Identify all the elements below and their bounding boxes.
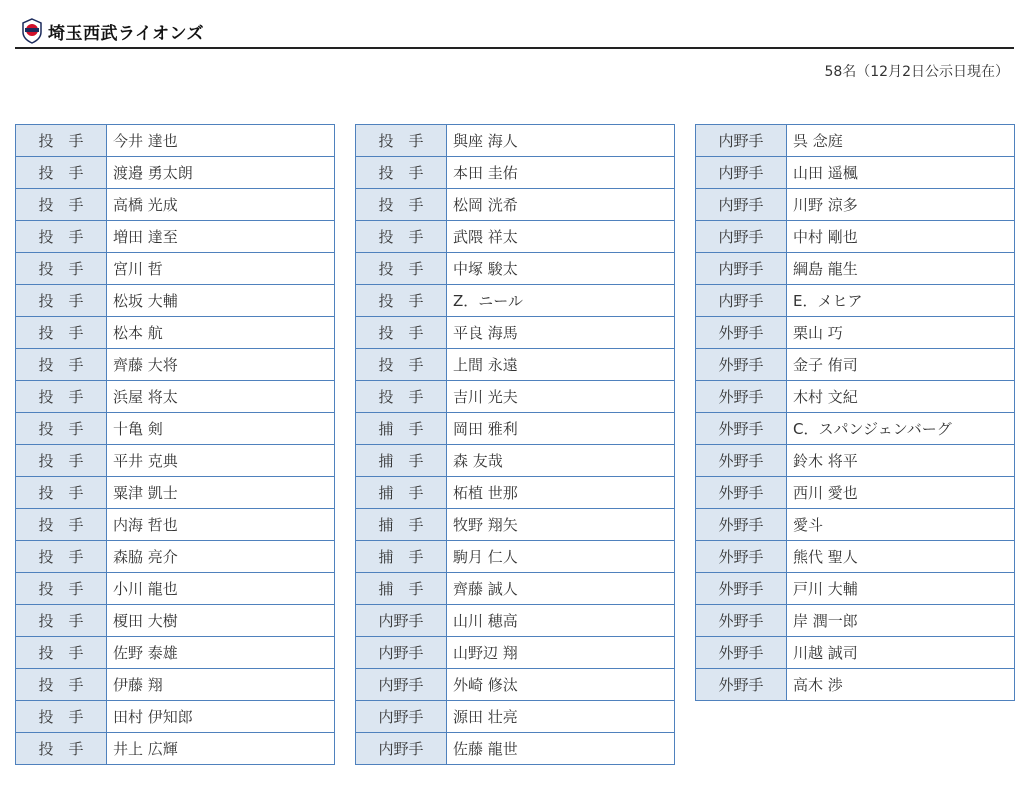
player-name-cell: 齊藤 誠人 — [447, 573, 675, 605]
position-cell: 投 手 — [356, 285, 447, 317]
position-cell: 内野手 — [696, 285, 787, 317]
table-row — [16, 573, 335, 605]
position-cell: 外野手 — [696, 349, 787, 381]
table-row — [696, 509, 1015, 541]
player-name-cell: 渡邉 勇太朗 — [107, 157, 335, 189]
position-cell: 投 手 — [16, 317, 107, 349]
table-row — [356, 541, 675, 573]
player-name-cell: 佐藤 龍世 — [447, 733, 675, 765]
player-name-cell: E．メヒア — [787, 285, 1015, 317]
position-cell: 外野手 — [696, 541, 787, 573]
position-cell: 外野手 — [696, 669, 787, 701]
roster-table-1 — [15, 124, 335, 765]
table-row — [356, 285, 675, 317]
position-cell: 内野手 — [356, 733, 447, 765]
table-row — [356, 573, 675, 605]
player-name-cell: 金子 侑司 — [787, 349, 1015, 381]
position-cell: 外野手 — [696, 605, 787, 637]
table-row — [356, 189, 675, 221]
player-name-cell: 浜屋 将太 — [107, 381, 335, 413]
table-row — [356, 477, 675, 509]
player-name-cell: 與座 海人 — [447, 125, 675, 157]
table-row — [696, 125, 1015, 157]
player-name-cell: 平井 克典 — [107, 445, 335, 477]
table-row — [16, 125, 335, 157]
player-name-cell: 本田 圭佑 — [447, 157, 675, 189]
table-row — [356, 669, 675, 701]
position-cell: 投 手 — [356, 157, 447, 189]
position-cell: 投 手 — [16, 445, 107, 477]
player-name-cell: C．スパンジェンバーグ — [787, 413, 1015, 445]
table-row — [696, 253, 1015, 285]
player-name-cell: 松本 航 — [107, 317, 335, 349]
position-cell: 投 手 — [356, 125, 447, 157]
team-name: 埼玉西武ライオンズ — [48, 24, 204, 44]
table-row — [696, 157, 1015, 189]
player-name-cell: 鈴木 将平 — [787, 445, 1015, 477]
position-cell: 捕 手 — [356, 509, 447, 541]
player-name-cell: 松岡 洸希 — [447, 189, 675, 221]
table-row — [696, 573, 1015, 605]
table-row — [16, 701, 335, 733]
lions-logo-icon — [21, 18, 43, 44]
table-row — [696, 285, 1015, 317]
table-row — [356, 253, 675, 285]
player-name-cell: 今井 達也 — [107, 125, 335, 157]
table-row — [16, 541, 335, 573]
table-row — [696, 541, 1015, 573]
player-name-cell: 木村 文紀 — [787, 381, 1015, 413]
position-cell: 投 手 — [16, 349, 107, 381]
table-row — [356, 605, 675, 637]
position-cell: 捕 手 — [356, 413, 447, 445]
player-name-cell: 呉 念庭 — [787, 125, 1015, 157]
table-row — [16, 605, 335, 637]
table-row — [356, 381, 675, 413]
position-cell: 捕 手 — [356, 445, 447, 477]
position-cell: 内野手 — [696, 221, 787, 253]
player-name-cell: 武隈 祥太 — [447, 221, 675, 253]
position-cell: 外野手 — [696, 317, 787, 349]
player-name-cell: 榎田 大樹 — [107, 605, 335, 637]
player-name-cell: 柘植 世那 — [447, 477, 675, 509]
position-cell: 投 手 — [16, 573, 107, 605]
position-cell: 外野手 — [696, 445, 787, 477]
table-row — [16, 413, 335, 445]
player-name-cell: 平良 海馬 — [447, 317, 675, 349]
player-name-cell: 増田 達至 — [107, 221, 335, 253]
position-cell: 投 手 — [356, 317, 447, 349]
position-cell: 投 手 — [16, 125, 107, 157]
position-cell: 投 手 — [16, 605, 107, 637]
position-cell: 外野手 — [696, 413, 787, 445]
position-cell: 内野手 — [696, 189, 787, 221]
table-row — [16, 253, 335, 285]
position-cell: 内野手 — [356, 605, 447, 637]
table-row — [16, 733, 335, 765]
table-row — [356, 349, 675, 381]
table-row — [16, 221, 335, 253]
position-cell: 投 手 — [16, 381, 107, 413]
player-name-cell: 上間 永遠 — [447, 349, 675, 381]
position-cell: 外野手 — [696, 509, 787, 541]
position-cell: 内野手 — [356, 669, 447, 701]
table-row — [696, 637, 1015, 669]
table-row — [356, 157, 675, 189]
position-cell: 内野手 — [356, 701, 447, 733]
player-name-cell: 佐野 泰雄 — [107, 637, 335, 669]
table-row — [16, 189, 335, 221]
table-row — [356, 637, 675, 669]
position-cell: 投 手 — [16, 733, 107, 765]
position-cell: 投 手 — [16, 189, 107, 221]
player-name-cell: 中村 剛也 — [787, 221, 1015, 253]
player-name-cell: 田村 伊知郎 — [107, 701, 335, 733]
position-cell: 投 手 — [356, 381, 447, 413]
player-name-cell: 熊代 聖人 — [787, 541, 1015, 573]
position-cell: 投 手 — [16, 413, 107, 445]
player-name-cell: 岸 潤一郎 — [787, 605, 1015, 637]
table-row — [356, 733, 675, 765]
player-name-cell: 西川 愛也 — [787, 477, 1015, 509]
player-name-cell: 森 友哉 — [447, 445, 675, 477]
table-row — [356, 509, 675, 541]
table-row — [356, 125, 675, 157]
position-cell: 投 手 — [16, 637, 107, 669]
position-cell: 捕 手 — [356, 541, 447, 573]
roster-table-body — [696, 125, 1015, 701]
position-cell: 捕 手 — [356, 477, 447, 509]
player-name-cell: 伊藤 翔 — [107, 669, 335, 701]
player-name-cell: 愛斗 — [787, 509, 1015, 541]
position-cell: 内野手 — [696, 253, 787, 285]
position-cell: 投 手 — [16, 285, 107, 317]
position-cell: 投 手 — [16, 477, 107, 509]
position-cell: 外野手 — [696, 573, 787, 605]
roster-count: 58名（12月2日公示日現在） — [824, 64, 1009, 80]
table-row — [696, 189, 1015, 221]
player-name-cell: 戸川 大輔 — [787, 573, 1015, 605]
roster-table-2 — [355, 124, 675, 765]
player-name-cell: 駒月 仁人 — [447, 541, 675, 573]
player-name-cell: Z．ニール — [447, 285, 675, 317]
player-name-cell: 源田 壮亮 — [447, 701, 675, 733]
player-name-cell: 高木 渉 — [787, 669, 1015, 701]
player-name-cell: 粟津 凱士 — [107, 477, 335, 509]
table-row — [16, 669, 335, 701]
table-row — [696, 381, 1015, 413]
player-name-cell: 中塚 駿太 — [447, 253, 675, 285]
table-row — [16, 637, 335, 669]
player-name-cell: 牧野 翔矢 — [447, 509, 675, 541]
player-name-cell: 高橋 光成 — [107, 189, 335, 221]
player-name-cell: 内海 哲也 — [107, 509, 335, 541]
position-cell: 内野手 — [696, 125, 787, 157]
table-row — [16, 317, 335, 349]
table-row — [696, 669, 1015, 701]
player-name-cell: 岡田 雅利 — [447, 413, 675, 445]
position-cell: 外野手 — [696, 637, 787, 669]
roster-table-body — [16, 125, 335, 765]
roster-table-body — [356, 125, 675, 765]
player-name-cell: 吉川 光夫 — [447, 381, 675, 413]
player-name-cell: 十亀 剣 — [107, 413, 335, 445]
position-cell: 外野手 — [696, 477, 787, 509]
player-name-cell: 栗山 巧 — [787, 317, 1015, 349]
table-row — [356, 701, 675, 733]
table-row — [16, 157, 335, 189]
player-name-cell: 綱島 龍生 — [787, 253, 1015, 285]
position-cell: 投 手 — [356, 189, 447, 221]
position-cell: 内野手 — [356, 637, 447, 669]
table-row — [16, 477, 335, 509]
table-row — [696, 477, 1015, 509]
table-row — [16, 509, 335, 541]
position-cell: 投 手 — [16, 701, 107, 733]
table-row — [356, 445, 675, 477]
table-row — [356, 221, 675, 253]
position-cell: 投 手 — [16, 221, 107, 253]
table-row — [696, 317, 1015, 349]
table-row — [696, 221, 1015, 253]
table-row — [16, 349, 335, 381]
page-header — [15, 14, 1014, 49]
player-name-cell: 齊藤 大将 — [107, 349, 335, 381]
table-row — [356, 317, 675, 349]
player-name-cell: 小川 龍也 — [107, 573, 335, 605]
player-name-cell: 井上 広輝 — [107, 733, 335, 765]
player-name-cell: 松坂 大輔 — [107, 285, 335, 317]
position-cell: 外野手 — [696, 381, 787, 413]
position-cell: 投 手 — [16, 541, 107, 573]
roster-table-3 — [695, 124, 1015, 701]
position-cell: 内野手 — [696, 157, 787, 189]
position-cell: 投 手 — [356, 221, 447, 253]
table-row — [16, 285, 335, 317]
table-row — [356, 413, 675, 445]
position-cell: 捕 手 — [356, 573, 447, 605]
player-name-cell: 川越 誠司 — [787, 637, 1015, 669]
position-cell: 投 手 — [16, 157, 107, 189]
player-name-cell: 宮川 哲 — [107, 253, 335, 285]
player-name-cell: 山野辺 翔 — [447, 637, 675, 669]
position-cell: 投 手 — [16, 509, 107, 541]
position-cell: 投 手 — [16, 253, 107, 285]
table-row — [696, 349, 1015, 381]
table-row — [696, 605, 1015, 637]
player-name-cell: 山川 穂高 — [447, 605, 675, 637]
table-row — [16, 445, 335, 477]
player-name-cell: 森脇 亮介 — [107, 541, 335, 573]
position-cell: 投 手 — [356, 349, 447, 381]
table-row — [696, 445, 1015, 477]
table-row — [696, 413, 1015, 445]
table-row — [16, 381, 335, 413]
player-name-cell: 山田 遥楓 — [787, 157, 1015, 189]
player-name-cell: 外崎 修汰 — [447, 669, 675, 701]
position-cell: 投 手 — [16, 669, 107, 701]
player-name-cell: 川野 涼多 — [787, 189, 1015, 221]
position-cell: 投 手 — [356, 253, 447, 285]
